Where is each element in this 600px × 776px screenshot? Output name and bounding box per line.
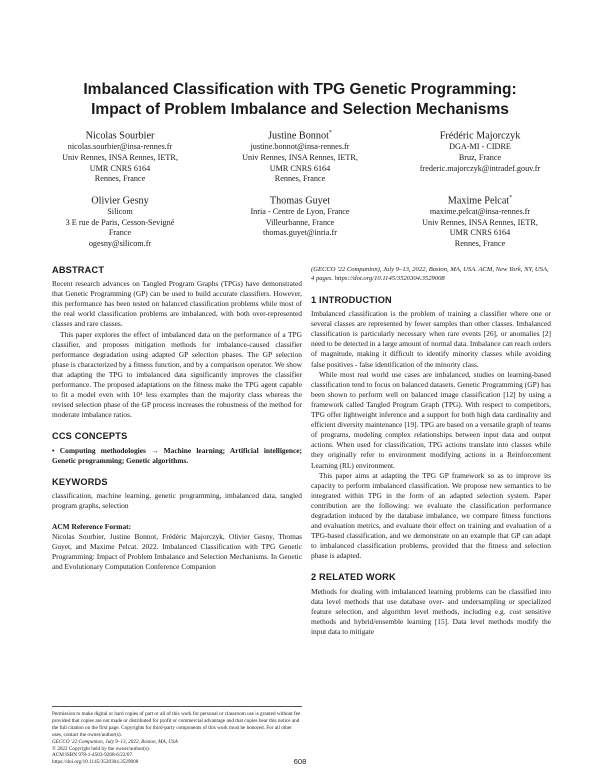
author-email[interactable]: thomas.guyet@inria.fr [263,228,337,238]
abstract-heading: ABSTRACT [52,265,105,275]
author-name: Olivier Gesny [91,195,149,207]
author-location: Rennes, France [454,238,506,248]
author-card [390,127,570,185]
author-email[interactable]: ogesny@silicom.fr [88,238,152,248]
acm-reference [52,522,302,572]
author-location: Rennes, France [94,174,146,184]
right-column [311,265,551,648]
introduction-section [311,295,551,561]
author-affiliation: UMR CNRS 6164 [269,163,331,173]
keywords-text: classification, machine learning, genetic programming, imbalanced data, tangled program graphs, selection [52,490,302,510]
author-affiliation: Silicom [107,207,133,217]
abstract-paragraph: This paper explores the effect of imbalanced data on the performance of a TPG classifier, and proposes mitigation methods for imbalance-caused classifier performance degradation using adapted GP selection phases. The GP selection phase is characterized by a fitness function, and by a comparison operator. We show that adapting the TPG to imbalanced data significantly improves the classifier performance. The proposed adaptations on the fitness make the TPG agent capable to fit a model even with 10⁴ less examples than the majority class whereas the revised selection phase of the GP process increases the robustness of the method for moderate imbalance ratios. [52,329,302,420]
author-location: Villeurbanne, France [265,217,335,227]
author-card [210,192,390,250]
author-affiliation: Univ Rennes, INSA Rennes, IETR, [422,217,538,227]
acm-reference-heading: ACM Reference Format: [52,521,132,531]
author-block [30,127,570,257]
paper-title [40,80,560,120]
author-location: France [108,228,132,238]
keywords-section [52,477,302,511]
author-affiliation: Univ Rennes, INSA Rennes, IETR, [242,152,358,162]
conference-line: GECCO '22 Companion, July 9–13, 2022, Boston, MA, USA [52,738,178,745]
author-name: Nicolas Sourbier [85,130,155,142]
author-affiliation: DGA-MI - CIDRE [449,142,511,152]
author-name: Justine Bonnot [268,130,329,142]
related-work-heading: 2 RELATED WORK [311,572,396,583]
isbn-line: ACM ISBN 978-1-4503-9268-6/22/07. [52,752,134,759]
author-name: Frédéric Majorczyk [439,130,521,142]
author-name: Thomas Guyet [269,195,331,207]
author-mark: * [328,130,332,136]
ccs-heading: CCS CONCEPTS [52,431,128,442]
author-email[interactable]: justine.bonnot@insa-rennes.fr [250,142,350,152]
author-card [30,192,210,250]
related-paragraph: Methods for dealing with imbalanced learning problems can be classified into data level methods that use database over- and undersampling or specialized feature selection, and algorithm level methods, including e.g. cost sensitive methods and hybrid/ensemble learning [15]. Data level methods modify the input data to mitigate [311,586,551,636]
ccs-section [52,431,302,465]
author-affiliation: UMR CNRS 6164 [89,163,151,173]
introduction-heading: 1 INTRODUCTION [311,295,392,305]
author-card [210,127,390,185]
author-email[interactable]: maxime.pelcat@insa-rennes.fr [429,207,531,217]
author-affiliation: UMR CNRS 6164 [449,228,511,238]
author-location: Rennes, France [274,174,326,184]
author-row-1 [30,127,570,185]
author-email[interactable]: frederic.majorczyk@intradef.gouv.fr [419,163,541,173]
author-mark: * [509,194,513,201]
copyright-line: © 2022 Copyright held by the owner/author(s). [52,745,151,752]
author-row-2 [30,192,570,250]
author-address: 3 E rue de Paris, Cesson-Sevigné [65,217,175,227]
abstract-paragraph: Recent research advances on Tangled Program Graphs (TPGs) have demonstrated that Genetic Programming (GP) can be used to build accurate classifiers. However, this performance has been tested on balanced classification problems while most of the real world classification problems are imbalanced, with both over-represented classes and rare classes. [52,279,302,329]
doi-link[interactable]: https://doi.org/10.1145/3520304.3529008 [52,759,139,766]
author-card [390,192,570,250]
title-line-1: Imbalanced Classification with TPG Genetic Programming: [83,81,517,98]
author-card [30,127,210,185]
citation-continuation: (GECCO '22 Companion), July 9–13, 2022, Boston, MA, USA. ACM, New York, NY, USA, 4 pages. https://doi.org/10.1145/3520304.3529008 [311,266,549,282]
author-email[interactable]: nicolas.sourbier@insa-rennes.fr [67,142,173,152]
intro-paragraph: While most real world use cases are imbalanced, studies on learning-based classification tend to focus on balanced datasets. Genetic Programming (GP) has been shown to perform well on balanced image classification [12] by using a framework called Tangled Program Graph (TPG). With respect to competitors, TPG offer lightweight inference and a support for both high data cardinality and efficient diversity maintenance [19]. TPG are based on a versatile graph of teams of programs, modeling complex relationships between input data and output actions. When used for classification, TPG actions translate into classes while they originally refer to environment modifying actions in a Reinforcement Learning (RL) environment. [311,369,551,470]
author-location: Bruz, France [458,152,502,162]
acm-reference-text: Nicolas Sourbier, Justine Bonnot, Frédéric Majorczyk, Olivier Gesny, Thomas Guyet, and Maxime Pelcat. 2022. Imbalanced Classification with TPG Genetic Programming: Impact of Problem Imbalance and Selection Mechanisms. In Genetic and Evolutionary Computation Conference Companion [52,532,302,572]
permission-text: Permission to make digital or hard copies of part or all of this work for personal or classroom use is granted without fee provided that copies are not made or distributed for profit or commercial advantage and that copies bear this notice and the full citation on the first page. Copyrights for third-party components of this work must be honored. For all other uses, contact the owner/author(s). [52,711,301,738]
title-line-2: Impact of Problem Imbalance and Selection Mechanisms [91,101,509,118]
keywords-heading: KEYWORDS [52,476,108,487]
author-affiliation: Univ Rennes, INSA Rennes, IETR, [62,152,178,162]
related-work-section [311,572,551,637]
left-column [52,265,302,583]
abstract-section [52,265,302,420]
ccs-concepts: • Computing methodologies → Machine learning; Artificial intelligence; Genetic programming; Genetic algorithms. [52,445,302,465]
intro-paragraph: This paper aims at adapting the TPG GP framework so as to improve its capacity to perform imbalanced classification. We propose new semantics to be integrated within TPG in the form of an adapted selection system. Paper contribution are the following: we evaluate the classification performance degradation induced by the database imbalance, we compare fitness functions and evaluation metrics, and evaluate their effect on training and evaluation of a TPG-based classification, and we demonstrate on an example that GP can adapt to imbalanced classification problems, provided that the fitness and selection phase is adapted. [311,470,551,561]
page-number: 608 [293,757,307,766]
author-affiliation: Inria - Centre de Lyon, France [250,207,350,217]
author-name: Maxime Pelcat [447,195,510,207]
intro-paragraph: Imbalanced classification is the problem of training a classifier where one or several classes are represented by fewer samples than other classes. Imbalanced classification is particularly necessary when rare events [26], or anomalies [2] need to be detected in a large amount of normal data. Imbalance can reach orders of magnitude, making it difficult to identify minority classes while avoiding false positives - false identification of the minority class. [311,309,551,369]
